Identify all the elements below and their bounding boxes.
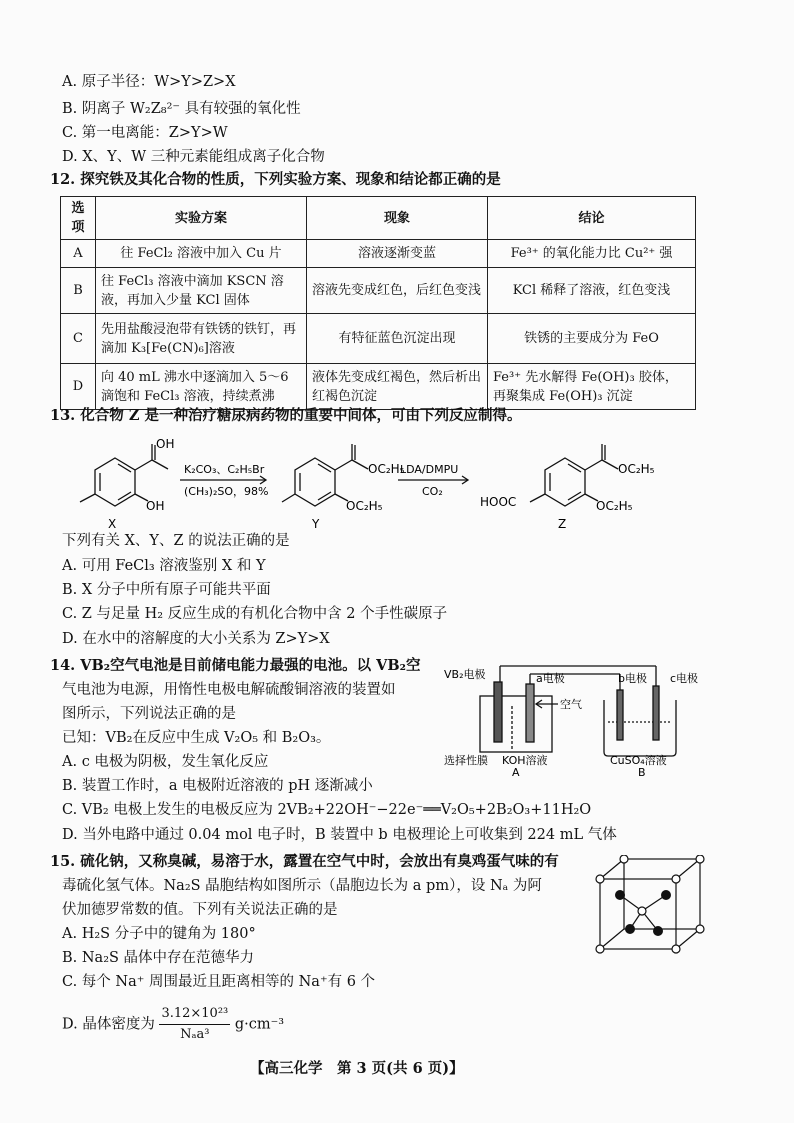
y-ester-group: OC₂H₅ (368, 462, 405, 476)
table-cell: 有特征蓝色沉淀出现 (307, 314, 488, 364)
q14-option-b: B. 装置工作时，a 电极附近溶液的 pH 逐渐减小 (62, 778, 373, 794)
table-cell: Fe³⁺ 先水解得 Fe(OH)₃ 胶体，再聚集成 Fe(OH)₃ 沉淀 (488, 364, 696, 410)
table-cell: A (61, 240, 96, 268)
q12-stem: 12. 探究铁及其化合物的性质，下列实验方案、现象和结论都正确的是 (50, 171, 501, 188)
q13-reaction-scheme (60, 438, 720, 534)
x-phenol-oh: OH (146, 499, 165, 513)
benzene-ring-x (95, 458, 135, 506)
x-carbonyl-oh: OH (156, 438, 175, 451)
q13-stem: 13. 化合物 Z 是一种治疗糖尿病药物的重要中间体，可由下列反应制得。 (50, 407, 522, 424)
table-cell: 往 FeCl₂ 溶液中加入 Cu 片 (96, 240, 307, 268)
cuso4-label: CuSO₄溶液 (610, 754, 667, 767)
table-row (61, 314, 696, 364)
koh-label: KOH溶液 (502, 754, 548, 767)
q13-option-c: C. Z 与足量 H₂ 反应生成的有机化合物中含 2 个手性碳原子 (62, 606, 448, 622)
reagent-2-bottom: CO₂ (422, 485, 443, 498)
table-cell: 往 FeCl₃ 溶液中滴加 KSCN 溶液，再加入少量 KCl 固体 (96, 268, 307, 314)
q15-option-a: A. H₂S 分子中的键角为 180° (62, 926, 256, 942)
compound-label-x: X (108, 517, 117, 531)
compound-label-y: Y (312, 517, 320, 531)
membrane-label: 选择性膜 (444, 754, 488, 767)
reagent-2-top: LDA/DMPU (400, 463, 459, 476)
q13-option-d: D. 在水中的溶解度的大小关系为 Z>Y>X (62, 631, 330, 647)
z-ester-group: OC₂H₅ (618, 462, 655, 476)
table-cell: B (61, 268, 96, 314)
q11-option-b: B. 阴离子 W₂Z₈²⁻ 具有较强的氧化性 (62, 101, 301, 117)
q15-option-d-prefix: D. 晶体密度为 (62, 1016, 155, 1033)
table-header: 现象 (307, 197, 488, 240)
q14-option-d: D. 当外电路中通过 0.04 mol 电子时，B 装置中 b 电极理论上可收集到 224 mL 气体 (62, 827, 617, 843)
q15-stem-3: 伏加德罗常数的值。下列有关说法正确的是 (62, 902, 338, 918)
table-cell: 溶液逐渐变蓝 (307, 240, 488, 268)
q11-option-d: D. X、Y、W 三种元素能组成离子化合物 (62, 149, 325, 165)
table-row (61, 364, 696, 410)
table-cell: KCl 稀释了溶液，红色变浅 (488, 268, 696, 314)
q15-crystal-cell-diagram (590, 855, 710, 955)
a-electrode-label: a电极 (536, 672, 565, 685)
q14-stem-3: 图所示，下列说法正确的是 (62, 706, 236, 722)
q15-option-b: B. Na₂S 晶体中存在范德华力 (62, 950, 255, 966)
table-cell: D (61, 364, 96, 410)
q11-option-a: A. 原子半径：W>Y>Z>X (62, 74, 236, 90)
density-fraction (159, 1004, 230, 1045)
q14-electrolysis-diagram (440, 660, 710, 778)
table-row (61, 240, 696, 268)
q13-prompt: 下列有关 X、Y、Z 的说法正确的是 (62, 533, 290, 549)
reagent-1-top: K₂CO₃、C₂H₅Br (184, 463, 265, 476)
device-a-label: A (512, 766, 520, 778)
device-b-label: B (638, 766, 646, 778)
q15-stem-1: 15. 硫化钠，又称臭碱，易溶于水，露置在空气中时，会放出有臭鸡蛋气味的有 (50, 853, 559, 870)
q13-option-a: A. 可用 FeCl₃ 溶液鉴别 X 和 Y (62, 558, 266, 574)
q15-option-d (62, 1004, 284, 1045)
fraction-numerator: 3.12×10²³ (159, 1004, 230, 1025)
q14-given: 已知：VB₂在反应中生成 V₂O₅ 和 B₂O₃。 (62, 730, 331, 746)
table-cell: C (61, 314, 96, 364)
table-cell: 先用盐酸浸泡带有铁锈的铁钉，再滴加 K₃[Fe(CN)₆]溶液 (96, 314, 307, 364)
table-cell: 铁锈的主要成分为 FeO (488, 314, 696, 364)
compound-label-z: Z (558, 517, 567, 531)
page-footer: 【高三化学 第 3 页(共 6 页)】 (250, 1060, 464, 1077)
vb2-electrode-label: VB₂电极 (444, 668, 486, 681)
table-header-row (61, 197, 696, 240)
q14-stem-2: 气电池为电源，用惰性电极电解硫酸铜溶液的装置如 (62, 682, 396, 698)
table-cell: 液体先变成红褐色，然后析出红褐色沉淀 (307, 364, 488, 410)
table-header: 选项 (61, 197, 96, 240)
table-cell: 溶液先变成红色，后红色变浅 (307, 268, 488, 314)
q14-option-c: C. VB₂ 电极上发生的电极反应为 2VB₂+22OH⁻−22e⁻══V₂O₅+2B₂O₃+11H₂O (62, 802, 592, 818)
table-cell: 向 40 mL 沸水中逐滴加入 5～6 滴饱和 FeCl₃ 溶液，持续煮沸 (96, 364, 307, 410)
benzene-ring-y (295, 458, 335, 506)
q15-option-c: C. 每个 Na⁺ 周围最近且距离相等的 Na⁺有 6 个 (62, 974, 376, 990)
q13-option-b: B. X 分子中所有原子可能共平面 (62, 582, 271, 598)
reagent-1-bottom: (CH₃)₂SO，98% (184, 485, 269, 498)
density-unit: g·cm⁻³ (234, 1016, 285, 1033)
table-header: 结论 (488, 197, 696, 240)
q12-table (60, 196, 696, 410)
q14-stem-1: 14. VB₂空气电池是目前储电能力最强的电池。以 VB₂空 (50, 657, 421, 674)
table-cell: Fe³⁺ 的氧化能力比 Cu²⁺ 强 (488, 240, 696, 268)
y-ether-group: OC₂H₅ (346, 499, 383, 513)
z-ether-group: OC₂H₅ (596, 499, 633, 513)
q14-option-a: A. c 电极为阴极，发生氧化反应 (62, 754, 269, 770)
q15-stem-2: 毒硫化氢气体。Na₂S 晶胞结构如图所示（晶胞边长为 a pm），设 Nₐ 为阿 (62, 878, 542, 894)
b-electrode-label: b电极 (618, 672, 647, 685)
c-electrode-label: c电极 (670, 672, 699, 685)
q11-option-c: C. 第一电离能：Z>Y>W (62, 125, 228, 141)
table-row (61, 268, 696, 314)
table-header: 实验方案 (96, 197, 307, 240)
air-label: 空气 (560, 698, 582, 711)
z-hooc-group: HOOC (480, 495, 517, 509)
fraction-denominator: Nₐa³ (180, 1027, 210, 1042)
benzene-ring-z (545, 458, 585, 506)
